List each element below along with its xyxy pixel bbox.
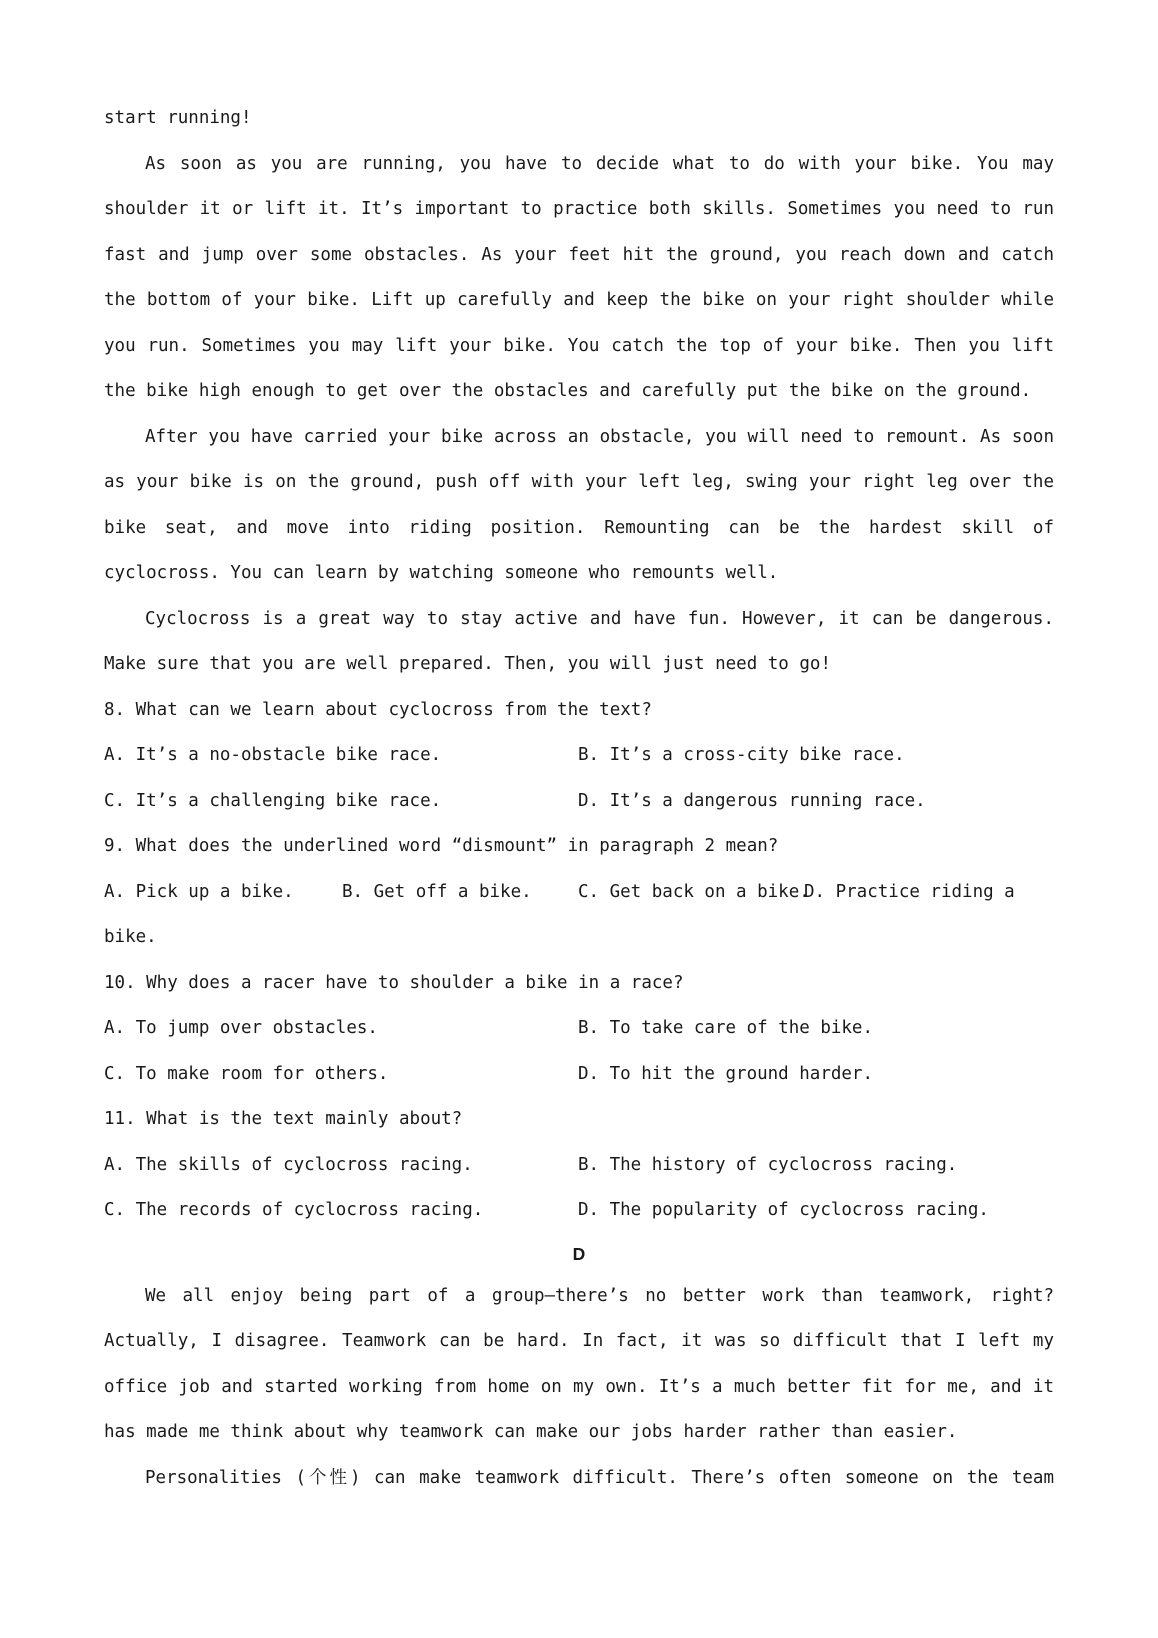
question-8-options-row-1 [104, 733, 1054, 779]
question-10-option-a[interactable]: A. To jump over obstacles. [104, 1018, 378, 1038]
passage-d-heading: D [572, 1243, 586, 1264]
passage-c-paragraph-conclusion: Cyclocross is a great way to stay active and have fun. However, it can be dangerous. Make sure that you are well prepared. Then, you will just need to go! [104, 608, 1054, 674]
question-11-option-d[interactable]: D. The popularity of cyclocross racing. [578, 1200, 989, 1220]
question-9-option-a[interactable]: A. Pick up a bike. [104, 881, 294, 902]
question-9-stem-before: 9. What does the underlined word [104, 836, 452, 856]
question-10-option-c[interactable]: C. To make room for others. [104, 1063, 389, 1084]
question-9-option-c[interactable]: C. Get back on a bike. [578, 881, 810, 902]
question-10-option-d[interactable]: D. To hit the ground harder. [578, 1063, 874, 1084]
passage-d-paragraph-personalities: Personalities (个性) can make teamwork difficult. There’s often someone on the team [145, 1467, 1054, 1488]
question-9-option-b[interactable]: B. Get off a bike. [342, 881, 532, 902]
question-9-options-row [104, 870, 1054, 916]
question-9-underlined-word: “dismount” [451, 836, 558, 856]
document-page [104, 96, 1054, 1501]
question-9-option-d[interactable]: D. Practice riding a [804, 881, 1015, 902]
question-9-stem [104, 824, 1054, 870]
question-10-options-row-2 [104, 1052, 1054, 1098]
question-8-options-row-2 [104, 779, 1054, 825]
question-11-stem: 11. What is the text mainly about? [104, 1109, 463, 1129]
passage-c-paragraph-shoulder: As soon as you are running, you have to decide what to do with your bike. You may shoulder it or lift it. It’s important to practice both skills. Sometimes you need to run fast and jump over some obstacles. As your feet hit the ground, you reach down and catch the bottom of your bike. Lift up carefully and keep the bike on your right shoulder while you run. Sometimes you may lift your bike. You catch the top of your bike. Then you lift the bike high enough to get over the obstacles and carefully put the bike on the ground. [104, 153, 1054, 401]
question-8-option-c[interactable]: C. It’s a challenging bike race. [104, 790, 442, 811]
passage-c-paragraph-remount: After you have carried your bike across an obstacle, you will need to remount. As soon as your bike is on the ground, push off with your left leg, swing your right leg over the bike seat, and move into riding position. Remounting can be the hardest skill of cyclocross. You can learn by watching someone who remounts well. [104, 426, 1054, 583]
question-9-stem-after: in paragraph 2 mean? [557, 836, 779, 856]
question-9-option-d-continuation: bike. [104, 927, 157, 947]
question-10-stem: 10. Why does a racer have to shoulder a bike in a race? [104, 972, 684, 993]
passage-d-paragraph-intro: We all enjoy being part of a group—there’s no better work than teamwork, right? Actually, I disagree. Teamwork can be hard. In fact, it was so difficult that I left my office job and started working from home on my own. It’s a much better fit for me, and it has made me think about why teamwork can make our jobs harder rather than easier. [104, 1285, 1054, 1442]
question-11-option-c[interactable]: C. The records of cyclocross racing. [104, 1200, 484, 1220]
question-8-stem: 8. What can we learn about cyclocross from the text? [104, 699, 652, 720]
question-10-option-b[interactable]: B. To take care of the bike. [578, 1018, 874, 1038]
question-11-options-row-2 [104, 1188, 1054, 1234]
question-8-option-b[interactable]: B. It’s a cross-city bike race. [578, 745, 905, 765]
question-11-option-b[interactable]: B. The history of cyclocross racing. [578, 1154, 958, 1175]
question-8-option-d[interactable]: D. It’s a dangerous running race. [578, 790, 926, 811]
question-10-options-row-1 [104, 1006, 1054, 1052]
question-8-option-a[interactable]: A. It’s a no-obstacle bike race. [104, 745, 442, 765]
question-11-options-row-1 [104, 1143, 1054, 1189]
question-11-option-a[interactable]: A. The skills of cyclocross racing. [104, 1154, 473, 1175]
passage-c-line-start: start running! [104, 108, 252, 128]
